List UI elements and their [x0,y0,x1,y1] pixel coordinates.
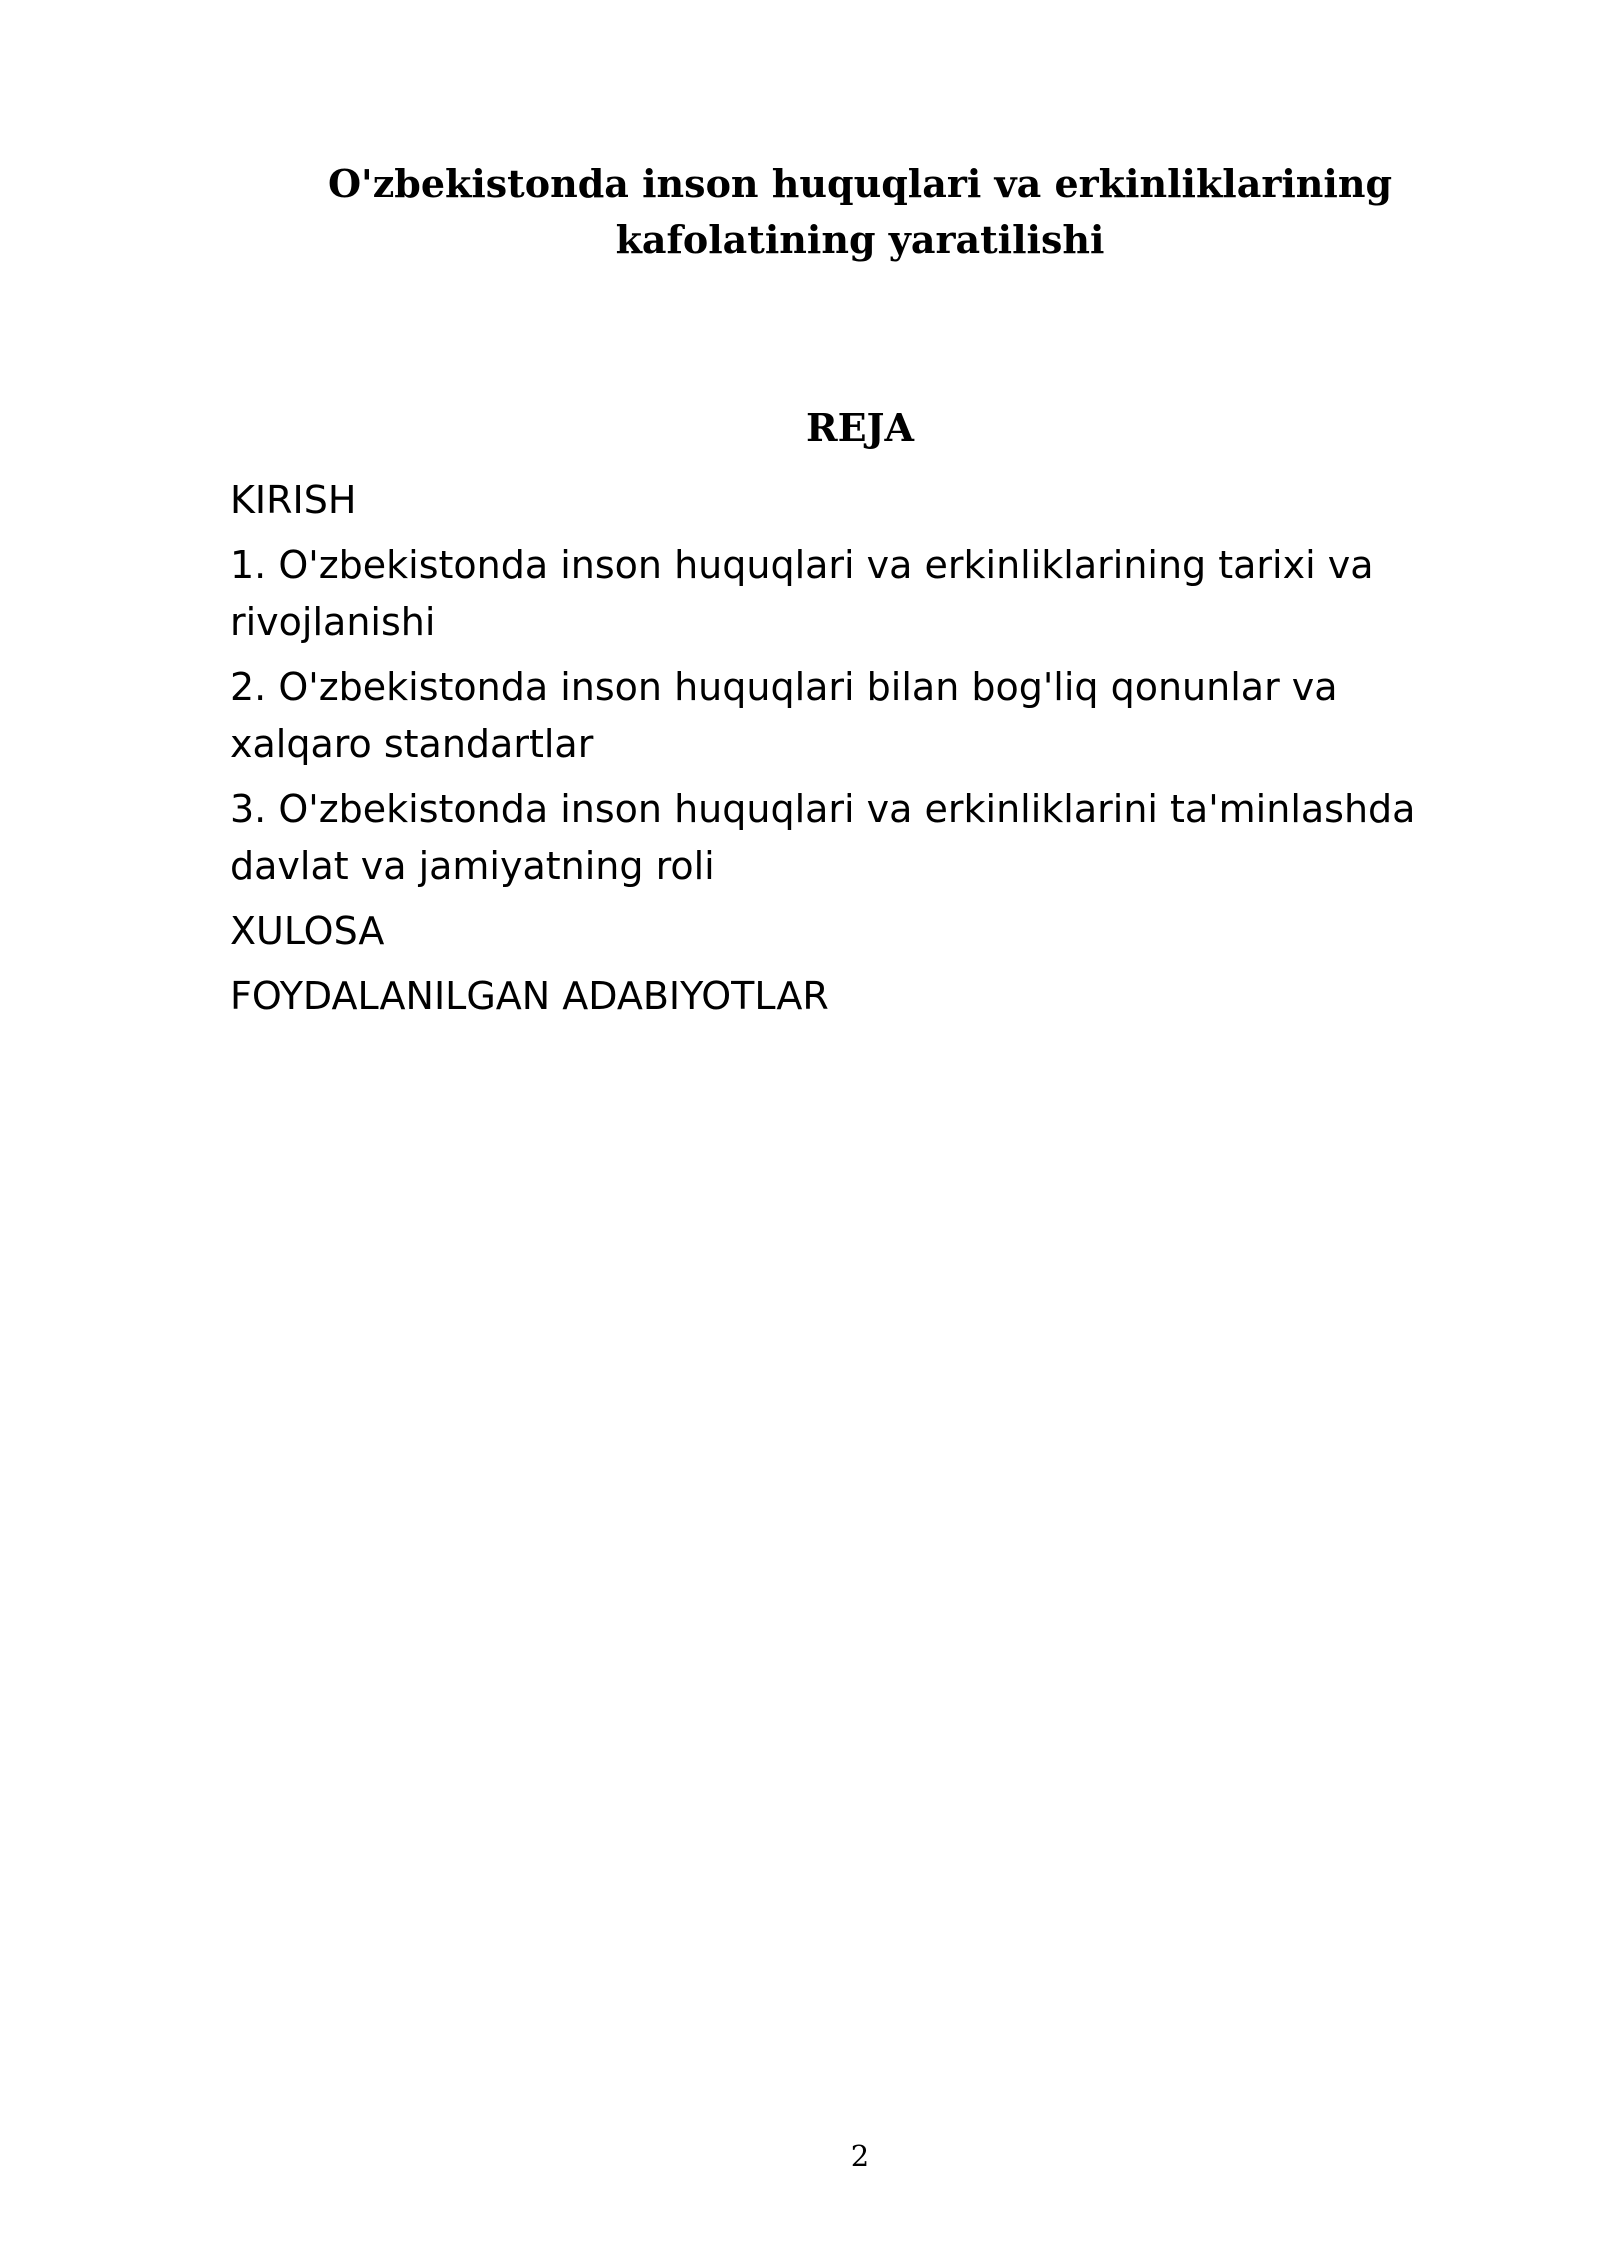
plan-item-2: 2. O'zbekistonda inson huquqlari bilan bog'liq qonunlar va xalqaro standartlar [230,665,1338,766]
plan-item-1: 1. O'zbekistonda inson huquqlari va erkinliklarining tarixi va rivojlanishi [230,543,1374,644]
plan-heading: REJA [805,405,914,450]
document-title [230,156,1490,268]
plan-item-introduction: KIRISH [230,478,357,522]
document-title-line: kafolatining yaratilishi [615,217,1105,262]
document-title-line: O'zbekistonda inson huquqlari va erkinliklarining [327,161,1393,206]
plan-list [230,472,1490,1033]
page-number: 2 [850,2139,870,2173]
plan-item-3: 3. O'zbekistonda inson huquqlari va erkinliklarini ta'minlashda davlat va jamiyatning roli [230,787,1416,888]
plan-item-conclusion: XULOSA [230,909,385,953]
plan-item-references: FOYDALANILGAN ADABIYOTLAR [230,974,829,1018]
